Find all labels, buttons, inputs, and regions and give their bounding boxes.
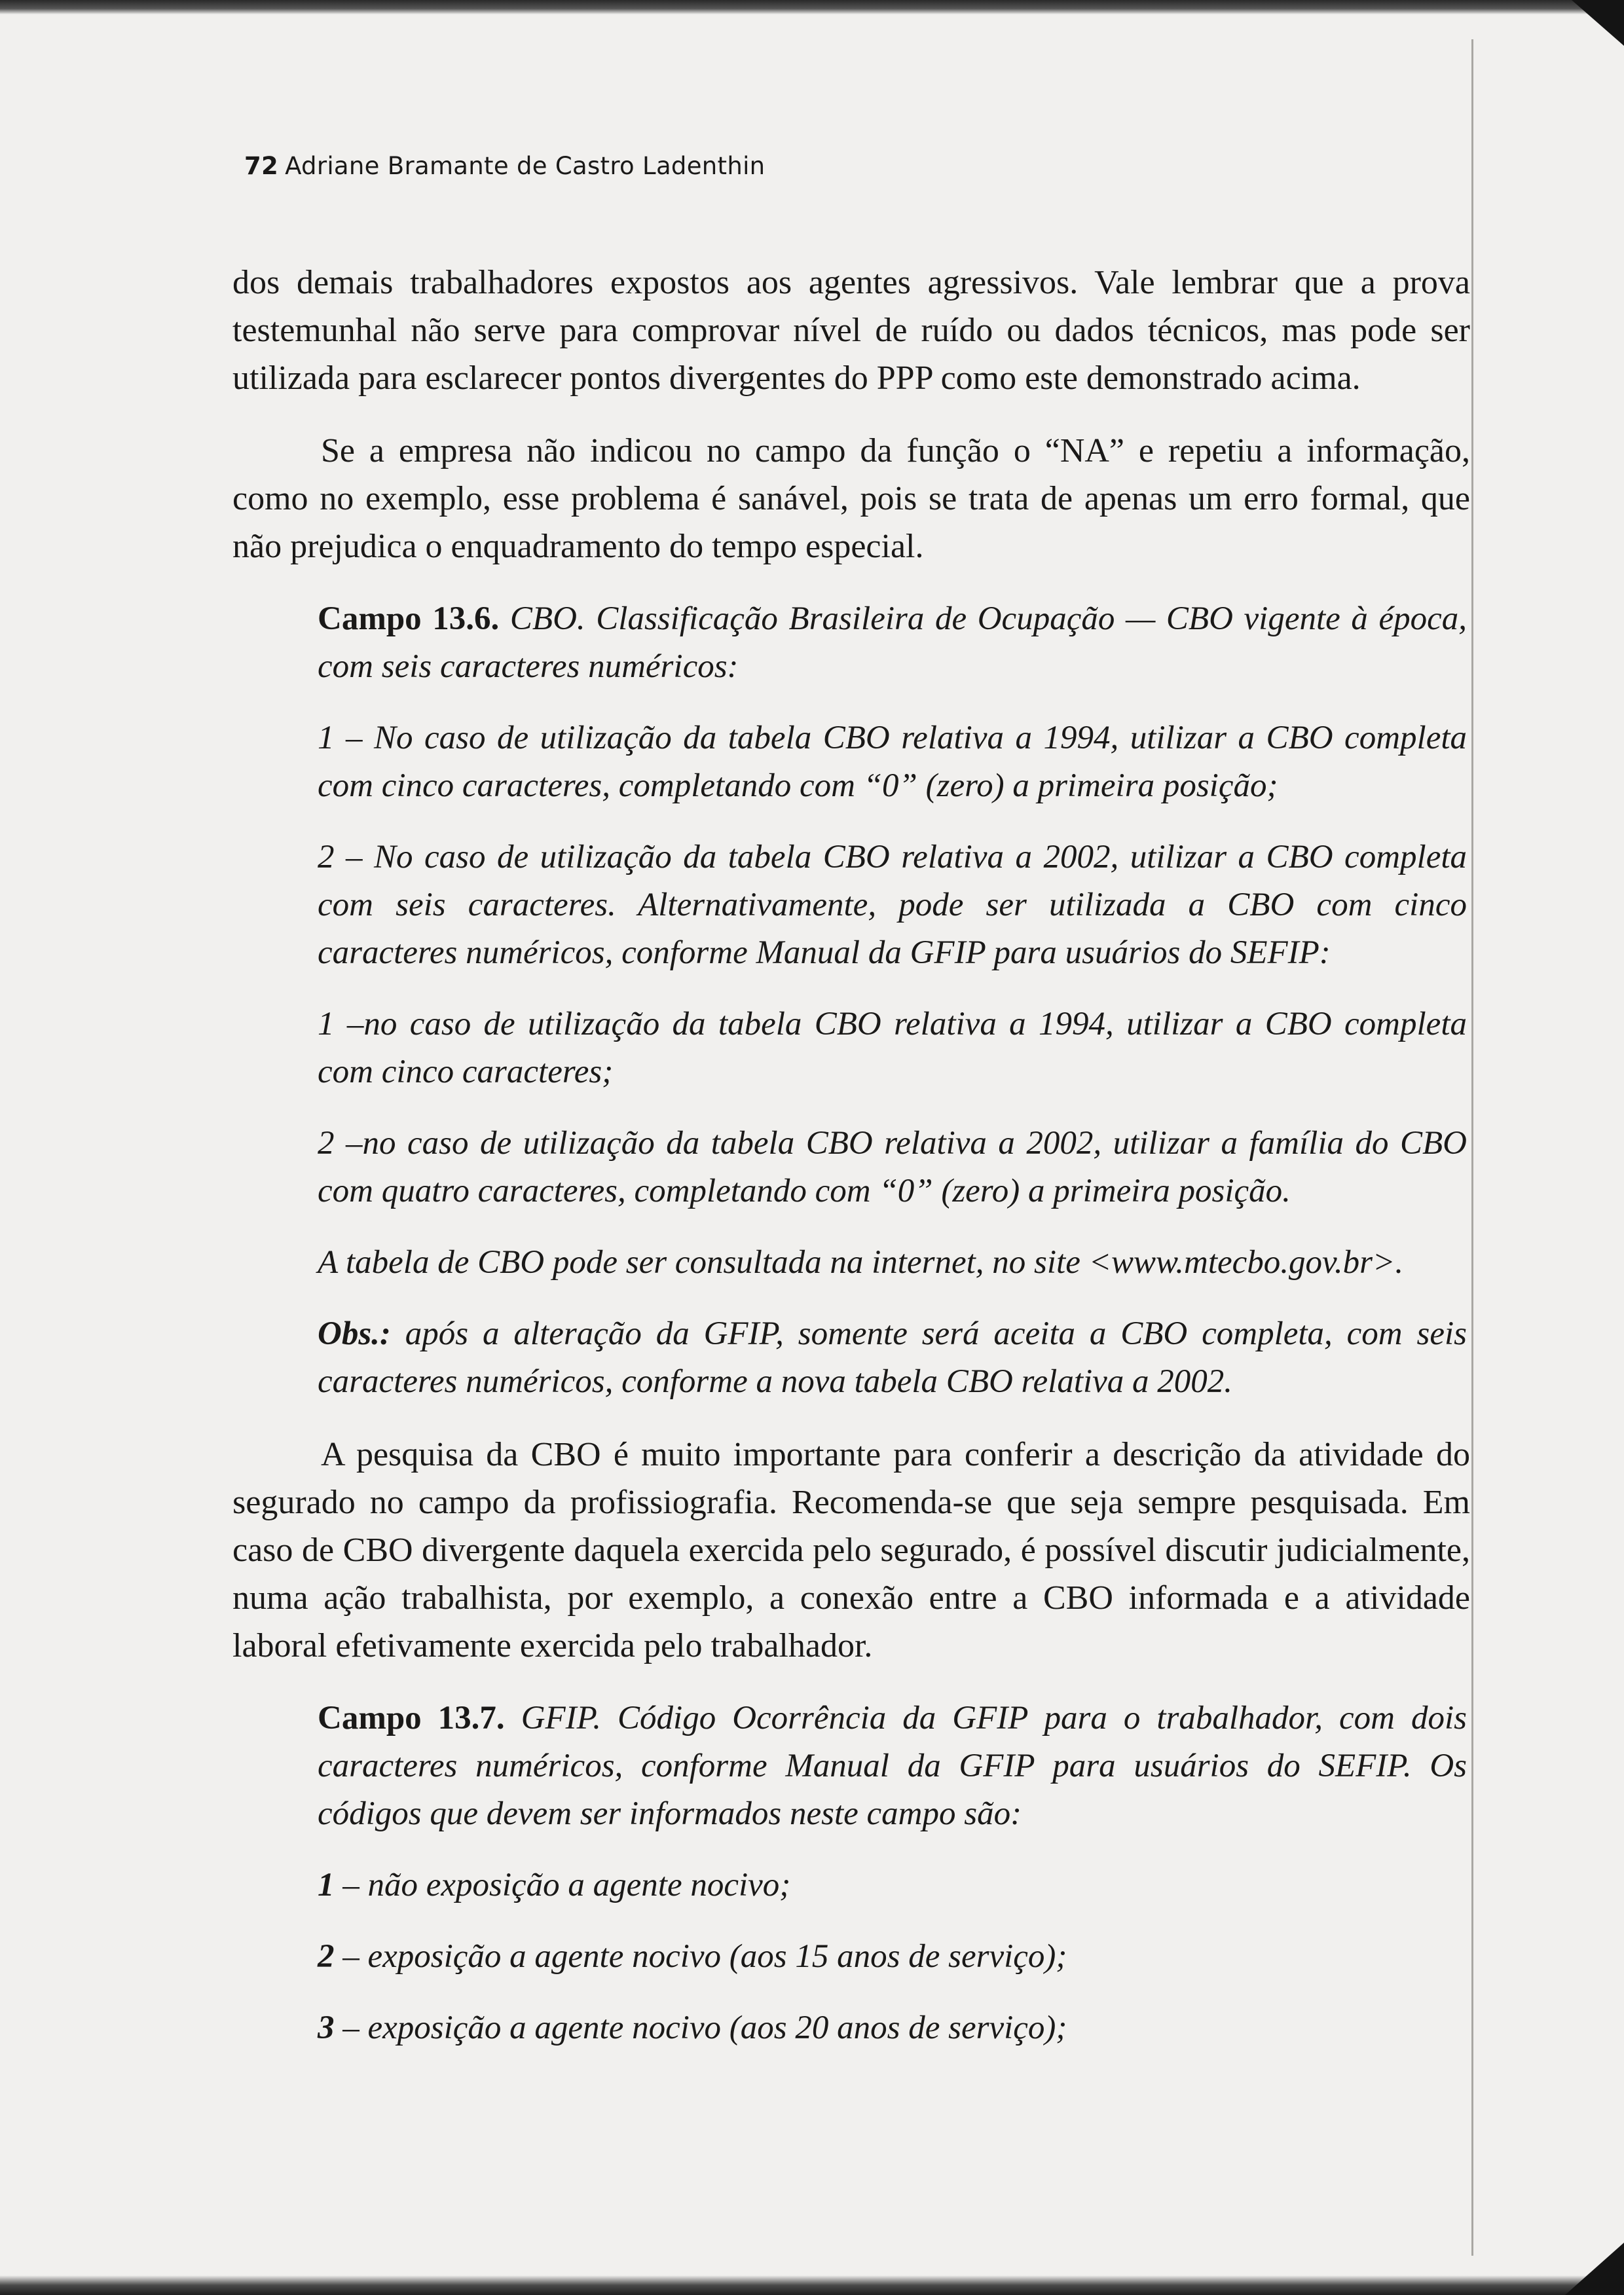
gfip-code-item	[318, 1933, 1467, 1981]
cbo-item-1994: 1 – No caso de utilização da tabela CBO relativa a 1994, utilizar a CBO completa com cinco caracteres, completando com “0” (zero) a primeira posição;	[318, 720, 1467, 804]
cbo-sub-item-2002: 2 –no caso de utilização da tabela CBO relativa a 2002, utilizar a família do CBO com quatro caracteres, completando com “0” (zero) a primeira posição.	[318, 1125, 1467, 1209]
campo-13-7-heading	[318, 1695, 1467, 1838]
campo-13-7-text: GFIP. Código Ocorrência da GFIP para o trabalhador, com dois caracteres numéricos, conforme Manual da GFIP para usuários do SEFIP. Os códigos que devem ser informados neste campo são:	[318, 1700, 1467, 1832]
obs-text: após a alteração da GFIP, somente será aceita a CBO completa, com seis caracteres numéricos, conforme a nova tabela CBO relativa a 2002.	[318, 1315, 1467, 1400]
cbo-site-note: A tabela de CBO pode ser consultada na internet, no site <www.mtecbo.gov.br>.	[318, 1244, 1404, 1281]
campo-13-6-text: CBO. Classificação Brasileira de Ocupação — CBO vigente à época, com seis caracteres numéricos:	[318, 600, 1467, 685]
gfip-code-text: – exposição a agente nocivo (aos 15 anos de serviço);	[342, 1938, 1067, 1975]
gfip-code-text: – exposição a agente nocivo (aos 20 anos de serviço);	[342, 2010, 1067, 2046]
cbo-sub-item-1994: 1 –no caso de utilização da tabela CBO relativa a 1994, utilizar a CBO completa com cinco caracteres;	[318, 1006, 1467, 1090]
body-text	[232, 259, 1470, 2052]
campo-13-6-block	[318, 595, 1467, 1406]
gfip-code-number: 3	[318, 2010, 335, 2046]
page-edge-line	[1471, 39, 1473, 2256]
paragraph-prova-testemunhal: dos demais trabalhadores expostos aos agentes agressivos. Vale lembrar que a prova testemunhal não serve para comprovar nível de ruído ou dados técnicos, mas pode ser utilizada para esclarecer pontos divergentes do PPP como este demonstrado acima.	[232, 264, 1470, 397]
cbo-obs	[318, 1310, 1467, 1406]
corner-shadow-bottom	[1565, 2243, 1624, 2295]
paragraph-erro-formal: Se a empresa não indicou no campo da função o “NA” e repetiu a informação, como no exemplo, esse problema é sanável, pois se trata de apenas um erro formal, que não prejudica o enquadramento do tempo especial.	[232, 432, 1470, 565]
author-name: Adriane Bramante de Castro Ladenthin	[285, 152, 766, 180]
top-edge-shadow	[0, 0, 1624, 14]
campo-13-6-label: Campo 13.6.	[318, 600, 500, 637]
campo-13-7-label: Campo 13.7.	[318, 1700, 505, 1736]
campo-13-6-heading	[318, 595, 1467, 691]
cbo-item-2002: 2 – No caso de utilização da tabela CBO relativa a 2002, utilizar a CBO completa com seis caracteres. Alternativamente, pode ser utilizada a CBO com cinco caracteres numéricos, conforme Manual da GFIP para usuários do SEFIP:	[318, 839, 1467, 971]
obs-label: Obs.:	[318, 1315, 391, 1352]
campo-13-7-block	[318, 1695, 1467, 2052]
gfip-code-number: 1	[318, 1867, 335, 1903]
corner-shadow-top	[1572, 0, 1624, 46]
page-number: 72	[244, 152, 279, 180]
gfip-code-text: – não exposição a agente nocivo;	[342, 1867, 791, 1903]
gfip-code-item	[318, 1862, 1467, 1909]
gfip-code-number: 2	[318, 1938, 335, 1975]
gfip-code-item	[318, 2004, 1467, 2052]
paragraph-pesquisa-cbo: A pesquisa da CBO é muito importante para conferir a descrição da atividade do segurado no campo da profissiografia. Recomenda-se que seja sempre pesquisada. Em caso de CBO divergente daquela exercida pelo segurado, é possível discutir judicialmente, numa ação trabalhista, por exemplo, a conexão entre a CBO informada e a atividade laboral efetivamente exercida pelo trabalhador.	[232, 1436, 1470, 1664]
bottom-edge-shadow	[0, 2275, 1624, 2295]
running-head	[244, 152, 765, 180]
